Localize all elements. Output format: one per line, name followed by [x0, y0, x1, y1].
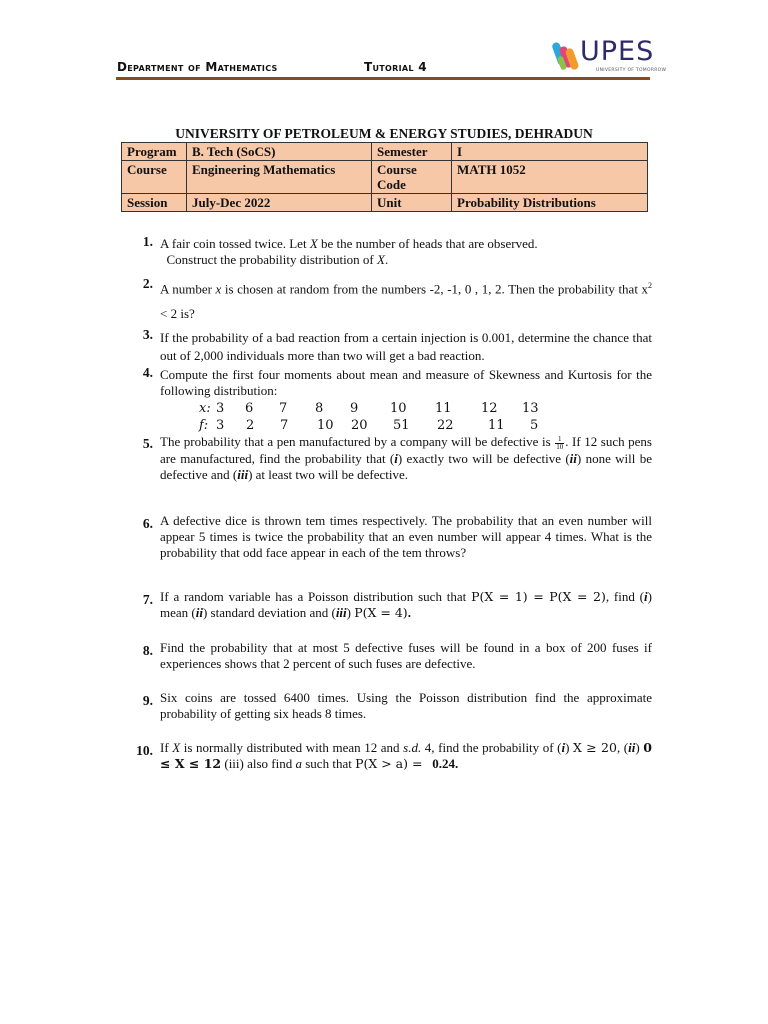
- q7-text: ) standard deviation and (: [202, 605, 336, 620]
- question-8: Find the probability that at most 5 defective fuses will be found in a box of 200 fuses if experiences shows that 2 percent of such fuses are defective.: [160, 640, 652, 671]
- question-3: If the probability of a bad reaction from a certain injection is 0.001, determine the chance that out of 2,000 individuals more than two will get a bad reaction.: [160, 330, 652, 363]
- table-cell: Program: [122, 143, 187, 161]
- q10-part: i: [561, 740, 566, 755]
- dist-f-var: f:: [199, 418, 209, 433]
- table-cell: B. Tech (SoCS): [187, 143, 372, 161]
- question-9: Six coins are tossed 6400 times. Using the Poisson distribution find the approximate probability of getting six heads 8 times.: [160, 690, 652, 721]
- q7-text: If a random variable has a Poisson distribution such that: [160, 589, 472, 604]
- dist-f-7: 11: [488, 418, 505, 433]
- logo-wordmark: UPES: [580, 36, 655, 67]
- table-cell: Course Code: [372, 161, 452, 194]
- table-cell: Course: [122, 161, 187, 194]
- q5-text: ) at least two will be defective.: [248, 466, 408, 482]
- q5-part: iii: [237, 466, 249, 482]
- logo-tagline: UNIVERSITY OF TOMORROW: [596, 68, 667, 73]
- q10-text: , (: [616, 740, 629, 755]
- q1-text: be the number of heads that are observed.: [317, 236, 538, 251]
- table-cell: Unit: [372, 194, 452, 212]
- question-number: 6.: [142, 516, 153, 531]
- dist-f-8: 5: [530, 418, 539, 433]
- dist-f-label: [199, 418, 208, 433]
- q10-sd: s.d.: [403, 740, 422, 755]
- dist-x-label: [199, 401, 211, 416]
- q5-part: ii: [569, 450, 577, 466]
- q7-text: , find (: [605, 589, 645, 604]
- q7-text: .: [407, 605, 411, 620]
- table-cell: I: [452, 143, 648, 161]
- department-label: Department of Mathematics: [117, 60, 278, 74]
- question-number: 3.: [142, 327, 153, 342]
- q5-text: The probability that a pen manufactured by a company will be defective is: [160, 434, 555, 449]
- table-cell: Probability Distributions: [452, 194, 648, 212]
- dist-x-6: 11: [435, 401, 452, 416]
- q2-text: < 2 is?: [160, 306, 195, 322]
- question-number: 2.: [142, 276, 153, 291]
- table-cell: MATH 1052: [452, 161, 648, 194]
- q5-text: . If 12 such pens are manufactured, find the probability that (: [160, 434, 652, 466]
- q7-math: P(X = 1) = P(X = 2): [471, 589, 606, 604]
- dist-f-4: 20: [351, 418, 368, 433]
- q10-var: X: [172, 740, 181, 755]
- table-cell: Session: [122, 194, 187, 212]
- q10-math: X ≥ 20: [573, 740, 617, 755]
- question-number: 8.: [142, 643, 153, 658]
- q2-text: is chosen at random from the numbers -2, -1, 0 , 1, 2. Then the probability that x: [221, 281, 648, 297]
- dist-f-2: 7: [280, 418, 289, 433]
- dist-x-4: 9: [350, 401, 359, 416]
- question-5: [160, 434, 652, 483]
- q10-text: is normally distributed with mean 12 and: [180, 740, 404, 755]
- table-row: [122, 194, 648, 212]
- dist-x-1: 6: [245, 401, 254, 416]
- question-6: A defective dice is thrown tem times respectively. The probability that an even number will appear 5 times is twice the probability that an even number will appear 4 times. What is the probability that odd face appear in each of the tem throws?: [160, 513, 652, 560]
- q7-math: P(X = 4): [354, 605, 408, 620]
- table-row: [122, 143, 648, 161]
- question-1: [160, 236, 652, 268]
- q10-text: If: [160, 740, 173, 755]
- q5-text: ) none will be defective and (: [160, 450, 652, 482]
- dist-x-7: 12: [481, 401, 498, 416]
- dist-x-8: 13: [522, 401, 539, 416]
- dist-x-0: 3: [216, 401, 225, 416]
- q1-text: A fair coin tossed twice. Let: [160, 236, 310, 251]
- dist-f-0: 3: [216, 418, 225, 433]
- dist-x-2: 7: [279, 401, 288, 416]
- q10-text: ): [635, 740, 644, 755]
- question-number: 4.: [142, 365, 153, 380]
- q10-part: ii: [628, 740, 636, 755]
- table-cell: July-Dec 2022: [187, 194, 372, 212]
- q10-math: P(X > a) =: [355, 756, 423, 771]
- dist-f-6: 22: [437, 418, 454, 433]
- q10-text: ): [565, 740, 574, 755]
- question-10: [160, 740, 652, 772]
- question-number: 10.: [136, 743, 153, 758]
- table-cell: Engineering Mathematics: [187, 161, 372, 194]
- q5-text: ) exactly two will be defective (: [397, 450, 570, 466]
- q1-var: X: [309, 236, 318, 251]
- table-cell: Semester: [372, 143, 452, 161]
- dist-f-5: 51: [393, 418, 410, 433]
- fraction-denominator: 10: [556, 442, 564, 451]
- dist-x-5: 10: [390, 401, 407, 416]
- q10-math: 0 ≤ X ≤ 12: [160, 740, 652, 771]
- q7-part: i: [644, 589, 648, 604]
- question-7: [160, 589, 652, 621]
- dist-f-3: 10: [317, 418, 334, 433]
- dist-x-var: x:: [199, 401, 211, 416]
- question-number: 5.: [142, 436, 153, 451]
- question-2: [160, 273, 652, 326]
- q1-text: Construct the probability distribution of: [166, 252, 378, 267]
- q5-part: i: [394, 450, 398, 466]
- q1-var: X: [377, 252, 385, 267]
- q1-text: .: [384, 252, 389, 267]
- q7-text: ) mean (: [160, 589, 652, 620]
- table-row: [122, 161, 648, 194]
- q10-var: a: [295, 756, 302, 771]
- question-number: 7.: [142, 592, 153, 607]
- tutorial-label: Tutorial 4: [364, 60, 427, 74]
- university-title: UNIVERSITY OF PETROLEUM & ENERGY STUDIES, DEHRADUN: [175, 126, 593, 141]
- question-number: 9.: [142, 693, 153, 708]
- q10-text: such that: [302, 756, 356, 771]
- q7-part: iii: [335, 605, 347, 620]
- q7-part: ii: [195, 605, 203, 620]
- q2-text: A number: [160, 281, 216, 297]
- question-number: 1.: [142, 234, 153, 249]
- q7-text: ): [346, 605, 355, 620]
- dist-x-3: 8: [315, 401, 324, 416]
- q10-text: (iii) also find: [221, 756, 296, 771]
- q2-var: x: [215, 281, 222, 297]
- fraction-numerator: 1: [555, 436, 564, 444]
- q10-text: 4, find the probability of (: [421, 740, 562, 755]
- dist-f-1: 2: [246, 418, 255, 433]
- logo-emblem-icon: [552, 38, 582, 74]
- course-info-table: [121, 142, 648, 212]
- fraction: [555, 436, 564, 451]
- upes-logo: [552, 36, 667, 78]
- q10-value: 0.24.: [432, 756, 459, 771]
- question-4: Compute the first four moments about mean and measure of Skewness and Kurtosis for the following distribution:: [160, 367, 652, 398]
- q2-sup: 2: [648, 281, 652, 290]
